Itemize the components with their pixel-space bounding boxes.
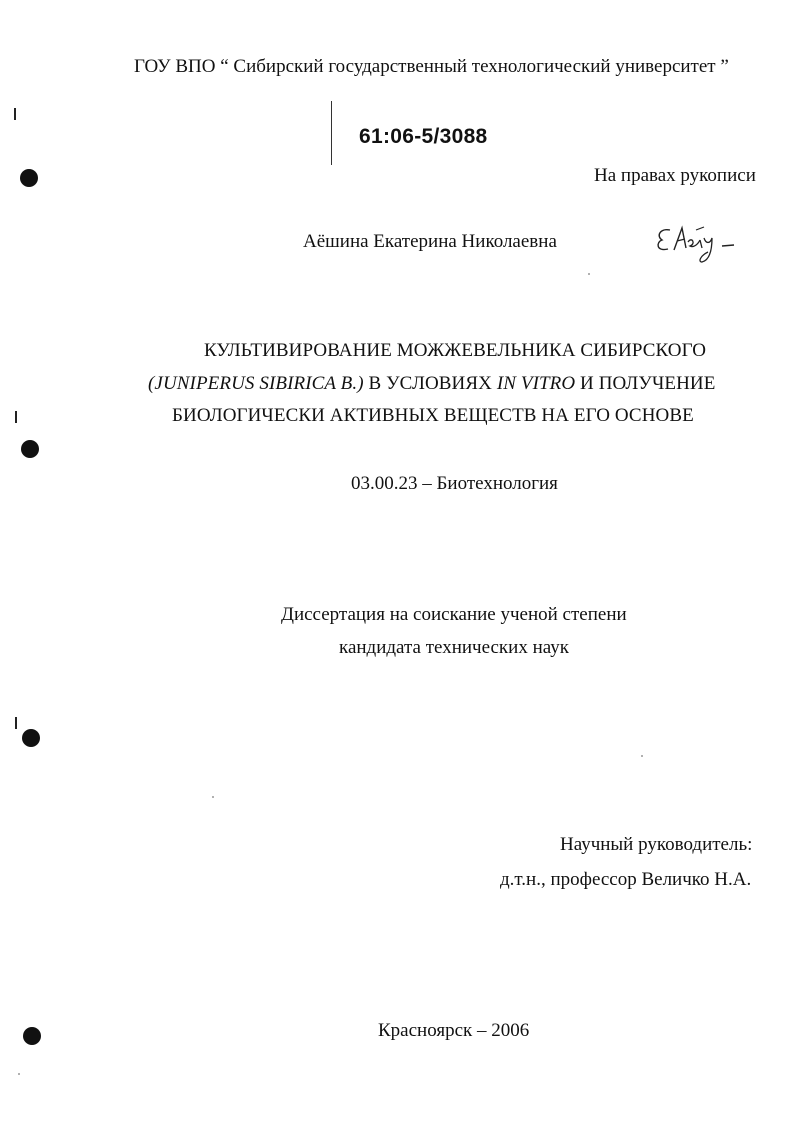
scan-mark	[15, 411, 17, 423]
stamp-rule	[331, 101, 332, 165]
in-vitro-term: IN VITRO	[496, 373, 576, 394]
title-line-3: БИОЛОГИЧЕСКИ АКТИВНЫХ ВЕЩЕСТВ НА ЕГО ОСНОВЕ	[172, 405, 694, 426]
scan-speck	[212, 796, 214, 798]
scan-speck	[588, 273, 590, 275]
scan-mark	[15, 717, 17, 729]
rights-note: На правах рукописи	[594, 165, 756, 186]
catalog-number: 61:06-5/3088	[359, 125, 488, 148]
binder-hole	[20, 169, 38, 187]
institution-name: ГОУ ВПО “ Сибирский государственный технологический университет ”	[134, 56, 729, 77]
supervisor-name: д.т.н., профессор Величко Н.А.	[500, 869, 752, 890]
degree-line-2: кандидата технических наук	[339, 637, 569, 658]
author-name: Аёшина Екатерина Николаевна	[303, 231, 557, 252]
title-line-2	[148, 373, 715, 395]
binder-hole	[22, 729, 40, 747]
degree-line-1: Диссертация на соискание ученой степени	[281, 604, 627, 625]
species-name: (JUNIPERUS SIBIRICA B.)	[148, 373, 364, 394]
city-year: Красноярск – 2006	[378, 1020, 530, 1041]
scan-speck	[18, 1073, 20, 1075]
scan-speck	[641, 755, 643, 757]
specialty-code: 03.00.23 – Биотехнология	[351, 473, 558, 494]
signature	[652, 222, 742, 267]
title-line-2-mid: В УСЛОВИЯХ	[363, 373, 497, 394]
supervisor-label: Научный руководитель:	[560, 834, 753, 855]
binder-hole	[21, 440, 39, 458]
title-line-1: КУЛЬТИВИРОВАНИЕ МОЖЖЕВЕЛЬНИКА СИБИРСКОГО	[204, 340, 707, 361]
title-line-2-end: И ПОЛУЧЕНИЕ	[575, 373, 716, 394]
scan-mark	[14, 108, 16, 120]
binder-hole	[23, 1027, 41, 1045]
